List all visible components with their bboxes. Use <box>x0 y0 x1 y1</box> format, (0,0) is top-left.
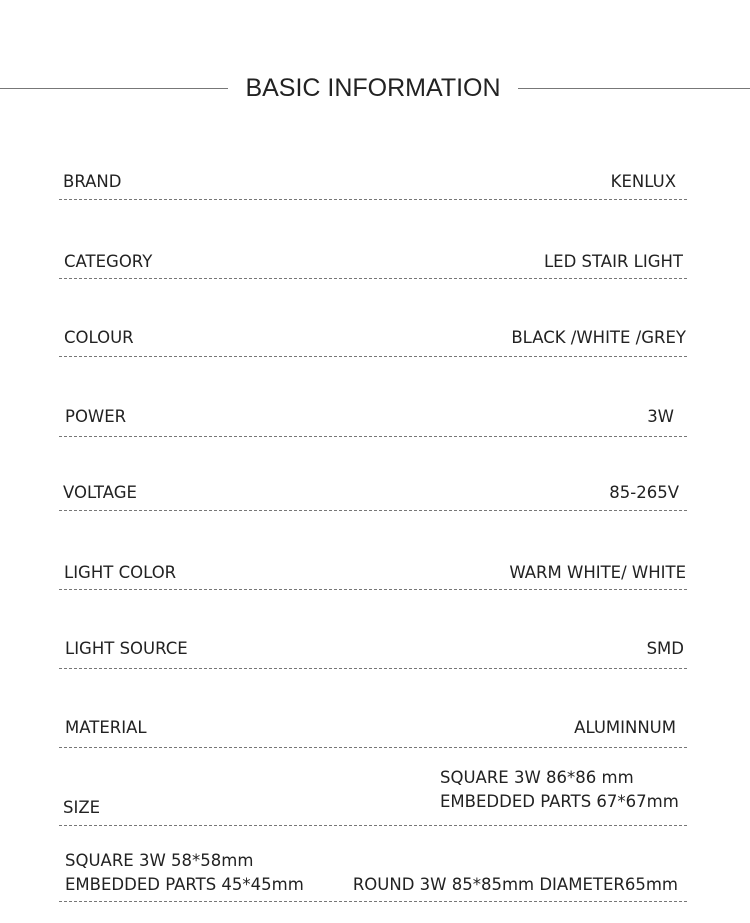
spec-label: VOLTAGE <box>63 483 137 502</box>
spec-label: CATEGORY <box>64 252 153 271</box>
spec-label: BRAND <box>63 172 122 191</box>
header-divider-left <box>0 88 228 89</box>
section-header <box>0 72 750 104</box>
spec-label: LIGHT SOURCE <box>65 639 188 658</box>
spec-label: SIZE <box>63 798 101 817</box>
spec-row-size-extra <box>59 848 687 902</box>
size-value-line-1: SQUARE 3W 86*86 mm <box>440 768 634 787</box>
spec-value: 3W <box>647 407 674 426</box>
size-extra-right: ROUND 3W 85*85mm DIAMETER65mm <box>352 875 678 894</box>
spec-label: MATERIAL <box>65 718 147 737</box>
spec-value: BLACK /WHITE /GREY <box>511 328 686 347</box>
spec-row-voltage <box>59 481 687 511</box>
size-value-line-2: EMBEDDED PARTS 67*67mm <box>440 792 679 811</box>
spec-row-brand <box>59 170 687 200</box>
size-extra-left-line-1: SQUARE 3W 58*58mm <box>65 851 254 870</box>
header-divider-right <box>518 88 750 89</box>
spec-row-category <box>59 250 687 279</box>
spec-label: POWER <box>65 407 127 426</box>
spec-value: ALUMINNUM <box>574 718 676 737</box>
spec-value: LED STAIR LIGHT <box>543 252 683 271</box>
spec-row-light-source <box>59 637 687 669</box>
spec-value: WARM WHITE/ WHITE <box>509 563 686 582</box>
spec-row-light-color <box>59 561 687 590</box>
spec-value: 85-265V <box>609 483 679 502</box>
spec-row-colour <box>59 326 687 357</box>
spec-row-size <box>59 764 687 826</box>
spec-row-power <box>59 405 687 437</box>
size-extra-left-line-2: EMBEDDED PARTS 45*45mm <box>65 875 304 894</box>
spec-label: LIGHT COLOR <box>64 563 177 582</box>
spec-value: SMD <box>646 639 684 658</box>
spec-value: KENLUX <box>610 172 676 191</box>
page-title: BASIC INFORMATION <box>245 74 501 102</box>
spec-row-material <box>59 716 687 748</box>
spec-label: COLOUR <box>64 328 134 347</box>
